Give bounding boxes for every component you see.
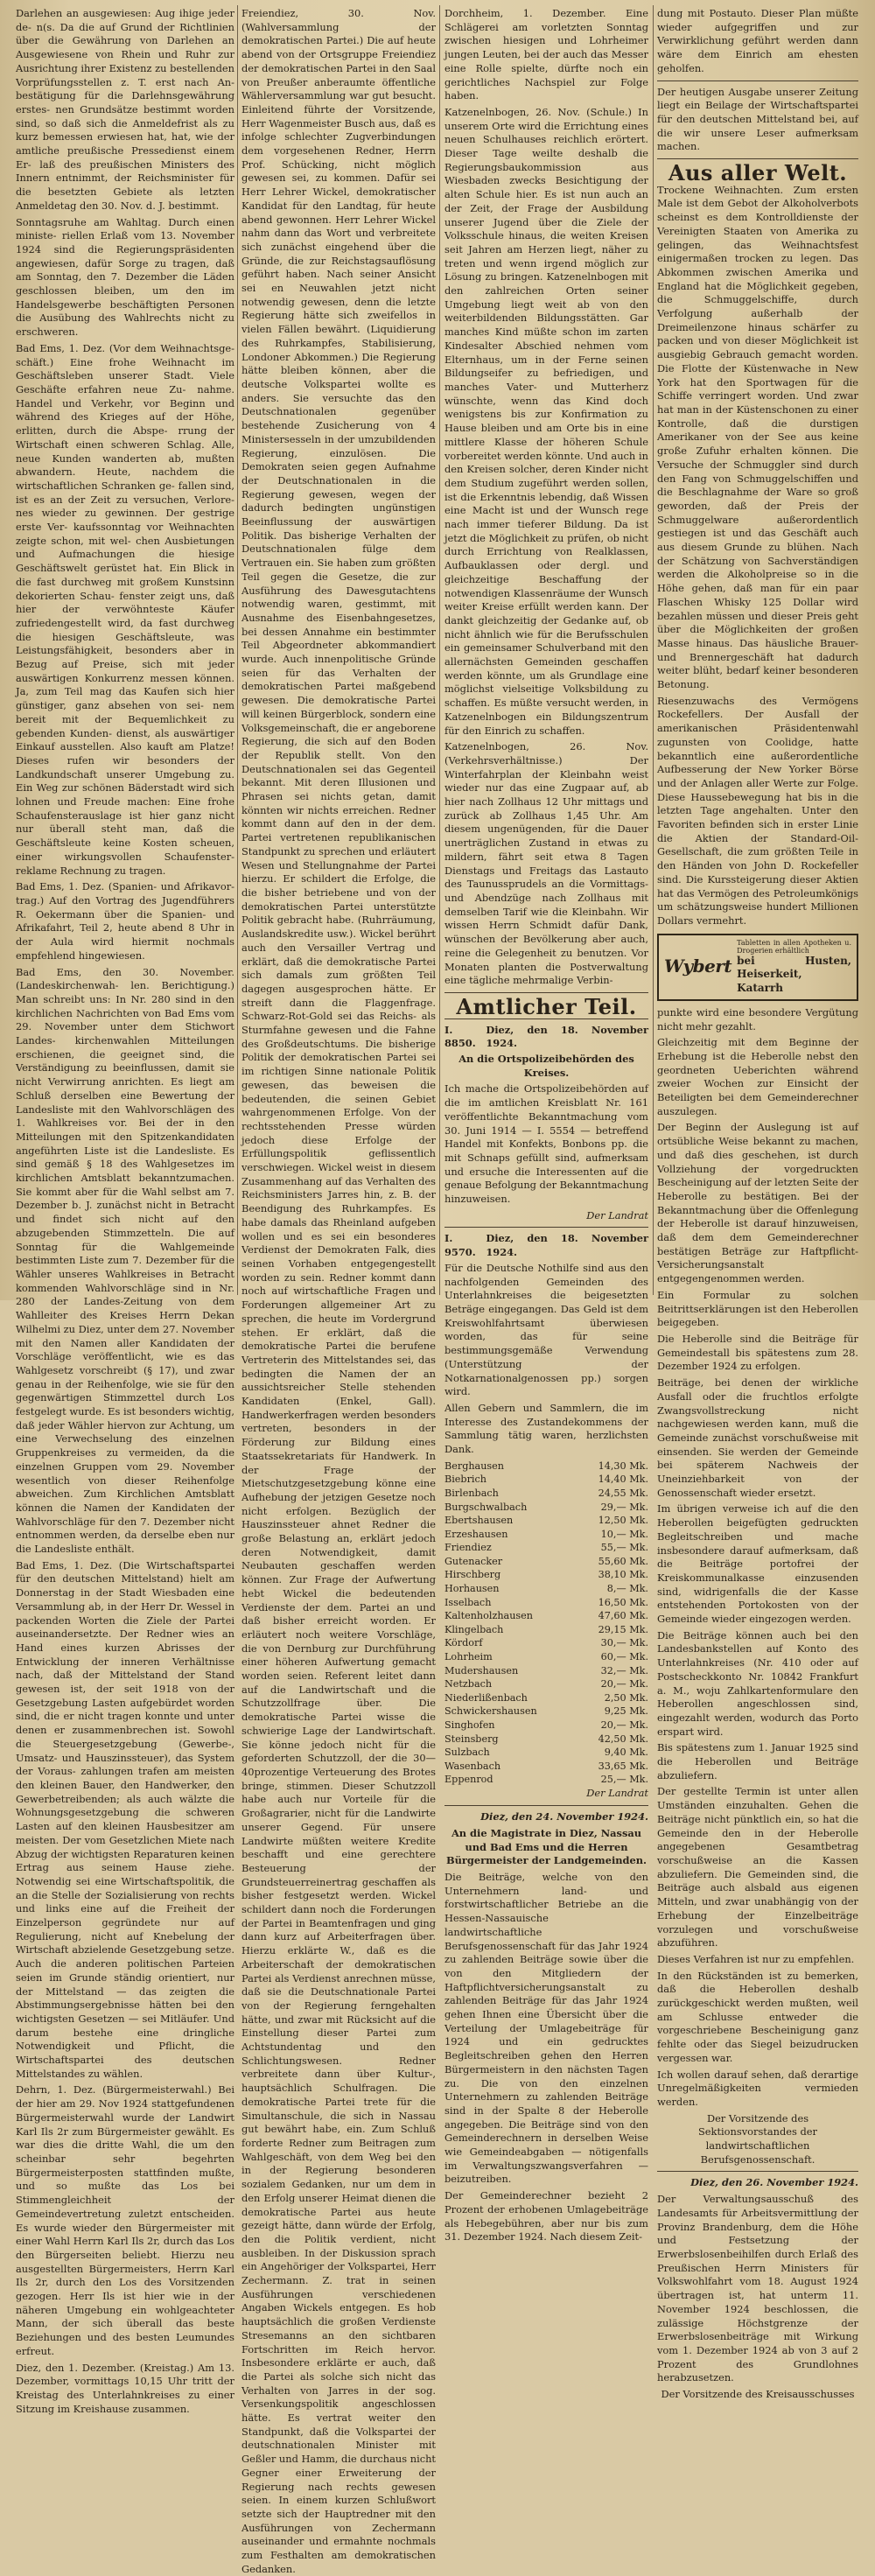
donation-row — [444, 1691, 648, 1705]
article-paragraph: Dorchheim, 1. Dezember. Eine Schlägerei am vorletzten Sonntag zwischen hiesigen und Lohrheimer jungen Leuten, bei der auch das Messer eine Rolle spielte, dürfte noch ein gerichtliches Nachspiel zur Folge haben. — [444, 7, 648, 102]
article-paragraph: Diez, den 1. Dezember. (Kreistag.) Am 13. Dezember, vormittags 10,15 Uhr tritt der Kreistag des Unterlahnkreises zu einer Sitzung im Kreishause zusammen. — [16, 2361, 234, 2415]
donation-place: Steinsberg — [444, 1732, 499, 1745]
donation-amount: 24,55 Mk. — [598, 1487, 648, 1499]
column-rule — [439, 5, 440, 1295]
donation-row — [444, 1568, 648, 1582]
donation-row — [444, 1596, 648, 1610]
article-paragraph: Riesenzuwachs des Vermögens Rockefellers. Der Ausfall der amerikanischen Präsidentenwahl zugunsten von Coolidge, hatte bekanntlich eine außerordentliche Aufbesserung der New Yorker Börse und der Anlagen aller Werte zur Folge. Diese Haussebewegung hat bis in die letzten Tage angehalten. Unter den Favoriten befinden sich in erster Linie die Aktien der Standard-Oil-Gesellschaft, die zum größten Teile in den Händen von John D. Rockefeller sind. Die Kurssteigerung dieser Aktien hat das Vermögen des Petroleumkönigs um schätzungsweise hundert Millionen Dollars vermehrt. — [657, 694, 858, 927]
notice-dateline: Diez, den 18. November 1924. — [486, 1023, 648, 1050]
donation-amount: 55,60 Mk. — [598, 1555, 648, 1567]
notice-signature: Der Vorsitzende des Sektionsvorstandes der landwirtschaftlichen Berufsgenossenschaft. — [698, 2111, 817, 2166]
notice-body: Ich mache die Ortspolizeibehörden auf die im amtlichen Kreisblatt Nr. 161 veröffentlichte Bekanntmachung vom 30. Juni 1914 — I. 5554 — betreffend Handel mit Konfekts, Bonbons pp. die mit Schnaps gefüllt sind, aufmerksam und ersuche die Interessenten auf die genaue Befolgung der Bekanntmachung hinzuweisen. — [444, 1082, 648, 1206]
donation-amount: 29,— Mk. — [600, 1501, 648, 1513]
article-paragraph: Bad Ems, 1. Dez. (Vor dem Weihnachtsge- schäft.) Eine frohe Weihnacht im Geschäftsleben unserer Stadt. Viele Geschäfte erfahren neue Zu- nahme. Handel und Verkehr, vor Beginn und während des Krieges auf der Höhe, erlitten, durch die Abspe- rrung der Wirtschaft einen schweren Schlag. Alle, neue Kunden wanderten ab, mußten abwandern. Heute, nachdem die wirtschaftlichen Schranken ge- fallen sind, ist es an der Zeit zu versuchen, Verlore- nes wieder zu gewinnen. Der gestrige erste Ver- kaufssonntag vor Weihnachten zeigte schon, mit wel- chen Ausbietungen und Aufmachungen die hiesige Geschäftswelt gerüstet hat. Ein Blick in die fast durchweg mit großem Kunstsinn dekorierten Schau- fenster zeigt uns, daß hier der verwöhnteste Käufer zufriedengestellt wird, da fast durchweg die hiesigen Geschäftsleute, was Leistungsfähigkeit, besonders aber in Bezug auf Preise, sich mit jeder auswärtigen Konkurrenz messen können. Ja, zum Teil mag das Kaufen sich hier günstiger, ganz absehen von sei- nem bereit mit der Bequemlichkeit zu gebenden Kunden- dienst, als auswärtiger Einkauf ausstellen. Also kauft am Platze! Dieses rufen wir besonders der Landkundschaft unserer Umgebung zu. Ein Weg zur schönen Bäderstadt wird sich lohnen und Freude machen: Eine frohe Schaufensterauslage ist hier ganz nicht nur überall steht man, daß die Geschäftsleute keine Kosten scheuen, einer wirkungsvollen Schaufenster- reklame Rechnung zu tragen. — [16, 341, 234, 877]
donation-amount: 42,50 Mk. — [598, 1732, 648, 1745]
donation-place: Biebrich — [444, 1474, 486, 1486]
article-paragraph: Freiendiez, 30. Nov. (Wahlversammlung der demokratischen Partei.) Die auf heute abend von der Ortsgruppe Freiendiez der demokratischen Partei in den Saal von Preußer anberaumte öffentliche Wählerversammlung war gut besucht. Einleitend führte der Vorsitzende, Herr Wagenmeister Busch aus, daß es infolge schlechter Zugverbindungen dem vorgesehenen Redner, Herrn Prof. Schücking, nicht möglich gewesen sei, zu kommen. Dafür sei Herr Lehrer Wickel, demokratischer Kandidat für den Landtag, für heute abend gewonnen. Herr Lehrer Wickel nahm dann das Wort und verbreitete sich zunächst eingehend über die Gründe, die zur Reichstagsauflösung geführt haben. Nach seiner Ansicht sei en Neuwahlen jetzt nicht notwendig gewesen, denn die letzte Regierung hätte sich zweifellos in vielen Fällen bewährt. (Liquidierung des Ruhrkampfes, Stabilisierung, Londoner Abkommen.) Die Regierung hätte bleiben können, aber die deutsche Volkspartei wollte es anders. Sie versuchte das den Deutschnationalen gegenüber bestehende Zusicherung von 4 Ministersesseln in der umzubildenden Regierung, einzulösen. Die Demokraten seien gegen Aufnahme der Deutschnationalen in die Regierung gewesen, wegen der dadurch bedingten ungünstigen Beeinflussung der auswärtigen Politik. Das bisherige Verhalten der Deutschnationalen fülge dem Vertrauen ein. Sie haben zum größten Teil gegen die Gesetze, die zur Ausführung des Dawesgutachtens notwendig waren, gestimmt, mit Ausnahme des Eisenbahngesetzes, bei dessen Annahme ein bestimmter Teil Abgeordneter abkommandiert wurde. Auch innenpolitische Gründe seien für das Verhalten der demokratischen Partei maßgebend gewesen. Die demokratische Partei will keinen Bürgerblock, sondern eine Volksgemeinschaft, die er angeborene Regierung, die sich auf den Boden der Republik stellt. Von den Deutschnationalen sei das Gegenteil bekannt. Mit deren Illusionen und Phrasen sei nichts getan, damit könnten wir nichts erreichen. Redner kommt dann auf den in der dem. Partei vertretenen republikanischen Standpunkt zu sprechen und erläutert Wesen und Stellungnahme der Partei hierzu. Er schildert die Erfolge, die die bisher betriebene und von der demokratischen Partei unterstützte Politik gebracht habe. (Ruhrräumung, Auslandskredite usw.). Wickel berührt auch den Versailler Vertrag und erklärt, daß die demokratische Partei sich damals zum größten Teil dagegen ausgesprochen hätte. Er streift dann die Flaggenfrage. Schwarz-Rot-Gold sei das Reichs- als Sturmfahne gewesen und die Fahne des Großdeutschtums. Die bisherige Politik der demokratischen Partei sei im richtigen Sinne nationale Politik gewesen, das beweisen die bedeutenden, die seinen Gebiet wahrgenommenen Erfolge. Von der rechtsstehenden Presse würden jedoch diese Erfolge der Erfüllungspolitik geflissentlich verschwiegen. Wickel weist in diesem Zusammenhang auf das Verhalten des Reichsministers Jarres hin, z. B. der Beendigung des Ruhrkampfes. Es habe damals das Rheinland aufgeben wollen und es sei ein besonderes Verdienst der Demokraten Falk, dies seinen Vorhaben entgegengestellt worden zu sein. Redner kommt dann noch auf wirtschaftliche Fragen und Forderungen allgemeiner Art zu sprechen, die heute im Vordergrund stehen. Er erklärt, daß die demokratische Partei die berufene Vertreterin des Mittelstandes sei, das bedingten die Namen der an aussichtsreicher Stelle stehenden Kandidaten (Enkel, Gall). Handwerkerfragen werden besonders vertreten, besonders in der Förderung zur Bildung eines Staatssekretariats für Handwerk. In der Frage der Mietschutzgesetzgebung könne eine Aufhebung der jetzigen Gesetze noch nicht erfolgen. Bezüglich der Hauszinssteuer ahnet Redner die große Belastung an, erklärt jedoch deren Notwendigkeit, damit Neubauten geschaffen werden können. Zur Frage der Aufwertung hebt Wickel die bedeutenden Verdienste der dem. Partei an und daß bisher erreicht worden. Er erläutert noch weitere Vorschläge, die von Dernburg zur Durchführung einer höheren Aufwertung gemacht worden seien. Referent leitet dann auf die Landwirtschaft und die Schutzzollfrage über. Die demokratische Partei wisse die schwierige Lage der Landwirtschaft. Sie könne jedoch nicht für die geforderten Schutzzoll, der die 30—40prozentige Verteuerung des Brotes bringe, stimmen. Dieser Schutzzoll habe auch nur Vorteile für die Großagrarier, nicht für die Landwirte unserer Gegend. Für unsere Landwirte müßten weitere Kredite beschafft und eine gerechtere Besteuerung der Grundsteuerreinertrag geschaffen als bisher festgesetzt werden. Wickel schildert dann noch die Forderungen der Partei in Beamtenfragen und ging dann kurz auf Arbeiterfragen über. Hierzu erklärte W., daß es die Arbeiterschaft der demokratischen Partei als Verdienst anrechnen müsse, daß sie die Deutschnationale Partei von der Regierung ferngehalten hätte, und zwar mit Rücksicht auf die Einstellung dieser Partei zum Achtstundentag und den Schlichtungswesen. Redner verbreitete dann über Kultur-, hauptsächlich Schulfragen. Die demokratische Partei trete für die Simultanschule, die sich in Nassau gut bewährt habe, ein. Zum Schluß forderte Redner zum Beitragen zum Wahlgeschäft, von dem Weg bei den in der Regierung besonderen sozialem Gedanken, nur um dem in den Erfolg unserer Heimat dienen die demokratische Partei aus heute gezeigt hätte, dann würde der Erfolg, den die Politik verdient, nicht ausbleiben. In der Diskussion sprach ein Angehöriger der Volkspartei, Herr Zechermann. Z. trat in seinen Ausführungen verschiedenen Angaben Wickels entgegen. Es hob hauptsächlich die großen Verdienste Stresemanns an den sichtbaren Fortschritten im Reich hervor. Insbesondere erklärte er auch, daß die Partei als solche sich nicht das Verhalten von Jarres in der sog. Versenkungspolitik angeschlossen hätte. Es vertrat weiter den Standpunkt, daß die Volkspartei der deutschnationalen Minister mit Geßler und Hamm, die durchaus nicht Gegner einer Erweiterung der Regierung nach rechts gewesen seien. In einem kurzen Schlußwort setzte sich der Hauptredner mit den Ausführungen von Zechermann auseinander und ermahnte nochmals zum Festhalten am demokratischen Gedanken. — [242, 7, 437, 2575]
donation-row — [444, 1460, 648, 1474]
donation-row — [444, 1501, 648, 1515]
article-paragraph: Ich wollen darauf sehen, daß derartige Unregelmäßigkeiten vermieden werden. — [657, 2068, 858, 2108]
article-paragraph: Beiträge, bei denen der wirkliche Ausfall oder die fruchtlos erfolgte Zwangsvollstreckung nicht nachgewiesen werden kann, muß die Gemeinde zunächst vorschußweise mit einsenden. Sie werden der Gemeinde bei späterem Nachweis der Uneinziehbarkeit von der Genossenschaft wieder ersetzt. — [657, 1376, 858, 1499]
notice-dateline: Diez, den 18. November 1924. — [486, 1232, 648, 1259]
column-world-and-official — [657, 7, 858, 2401]
donation-row — [444, 1487, 648, 1501]
article-paragraph: Dieses Verfahren ist nur zu empfehlen. — [657, 1952, 855, 1965]
article-paragraph: Darlehen an ausgewiesen: Aug ihige jeder de- n(s. Da die auf Grund der Richtlinien über die Gewährung von Darlehen an Ausgewiesene von Rhein und Ruhr zur Ausrichtung ihrer Existenz zu bestellenden Vorprüfungsstellen z. T. erst nach An- bestätigung für die Darlehnsgewährung erstes- nen Grundsätze bestimmt worden sind, so daß sich die Anmeldefrist als zu kurz bemessen erwiesen hat, hat, wie der amtliche preußische Pressedienst einem Er- laß des preußischen Ministers des Innern entnimmt, der Reichsminister für die besetzten Gebiete als letzten Anmeldetag den 30. Nov. d. J. bestimmt. — [16, 7, 234, 212]
donation-place: Burgschwalbach — [444, 1501, 528, 1513]
article-paragraph: Im übrigen verweise ich auf die den Heberollen beigefügten gedruckten Begleitschreiben und mache insbesondere darauf aufmerksam, daß die Beiträge portofrei der Kreiskommunalkasse einzusenden sind, widrigenfalls die der Kasse entstehenden Portokosten von der Gemeinde wieder eingezogen werden. — [657, 1502, 858, 1626]
article-paragraph: Der Beginn der Auslegung ist auf ortsübliche Weise bekannt zu machen, und daß dies geschehen, ist durch Vollziehung der vorgedruckten Bescheinigung auf der letzten Seite der Heberolle zu bestätigen. Bei der Bekanntmachung über die Offenlegung der Heberolle ist darauf hinzuweisen, daß dem dem Gemeinderechner bestätigen Beträge zur Haftpflicht-Versicherungsanstalt entgegengenommen werden. — [657, 1121, 858, 1285]
donation-amount: 8,— Mk. — [606, 1583, 648, 1595]
donation-row — [444, 1473, 648, 1487]
donation-row — [444, 1514, 648, 1528]
notice-body: Die Beiträge, welche von den Unternehmern land- und forstwirtschaftlicher Betriebe an die Hessen-Nassauische landwirtschaftliche Berufsgenossenschaft für das Jahr 1924 zu zahlenden Beiträge sowie über die von den Mitgliedern der Haftpflichtversicherungsanstalt zu zahlenden Beiträge für das Jahr 1924 gehen Ihnen eine Übersicht über die Verteilung der Umlagebeiträge für 1924 und ein gedrucktes Begleitschreiben gehen den Herren Bürgermeistern in den nächsten Tagen zu. Die von den einzelnen Unternehmern zu zahlenden Beiträge sind in der Spalte 8 der Heberolle angegeben. Die Beiträge sind von den Gemeinderechnern in derselben Weise wie Gemeindeabgaben — nötigenfalls im Verwaltungszwangsverfahren — beizutreiben. — [444, 1870, 648, 2186]
donation-place: Schwickershausen — [444, 1705, 537, 1718]
donation-row — [444, 1636, 648, 1650]
column-rule — [653, 5, 654, 1295]
donation-place: Isselbach — [444, 1596, 492, 1608]
section-title-world: Aus aller Welt. — [668, 160, 848, 186]
section-divider — [657, 158, 858, 159]
article-paragraph: Katzenelnbogen, 26. Nov. (Verkehrsverhältnisse.) Der Winterfahrplan der Kleinbahn weist wieder nur das eine Zugpaar auf, ab hier nach Zollhaus 12 Uhr mittags und zurück ab Zollhaus 1,45 Uhr. Am diesem ungenügenden, für die Dauer unerträglichen Zustand in etwas zu mildern, fährt seit etwa 8 Tagen Dienstags und Freitags das Lastauto des Taunussprudels an die Vormittags- und Abendzüge nach Zollhaus mit demselben Tarif wie die Kleinbahn. Wir wissen Herrn Schmidt dafür Dank, wünschen der Bevölkerung aber auch, reine die Gelegenheit zu benutzen. Vor Monaten planten die Postverwaltung eine tägliche mehrmalige Verbin- — [444, 740, 648, 987]
article-paragraph: Bad Ems, 1. Dez. (Spanien- und Afrikavor- trag.) Auf den Vortrag des Jugendführers R. Oekermann über die Spanien- und Afrikafahrt, Teil 2, heute abend 8 Uhr in der Aula wird hiermit nochmals empfehlend hingewiesen. — [16, 880, 234, 962]
donation-place: Klingelbach — [444, 1623, 504, 1635]
donation-place: Eppenrod — [444, 1774, 494, 1786]
donations-table — [444, 1460, 648, 1788]
section-divider — [444, 1227, 648, 1228]
donation-row — [444, 1555, 648, 1569]
article-paragraph: Bad Ems, 1. Dez. (Die Wirtschaftspartei für den deutschen Mittelstand) hielt am Donnerstag in der Stadt Wiesbaden eine Versammlung ab, in der Herr Dr. Wessel in packenden Worten die Ziele der Partei auseinandersetzte. Der Redner wies an Hand eines kurzen Abrisses der Entwicklung der inneren Verhältnisse nach, daß der Mittelstand der Stand gewesen ist, der seit 1918 von der Gesetzgebung Lasten aufgebürdet worden sind, die er nicht tragen konnte und unter denen er zusammenbrechen ist. Sowohl die Steuergesetzgebung (Gewerbe-, Umsatz- und Hauszinssteuer), das System der Voraus- zahlungen trafen am meisten den kleinen Bauer, den Handwerker, den Gewerbetreibenden; als auch wälzte die Wohnungsgesetzgebung die schweren Lasten auf den kleinen Hausbesitzer am meisten. Der vom Gesetzlichen Miete nach Abzug der wichtigsten Reparaturen keinen Ertrag aus seinem Hause ziehe. Notwendig sei eine Wirtschaftspolitik, die an die Stelle der Sozialisierung von rechts und links eine auf die Freiheit der Einzelperson gegründete nur auf Regulierung, nicht auf Knebelung der Wirtschaft abzielende Gesetzgebung setze. Auch die anderen politischen Parteien seien im Grunde ständig orientiert, nur der Mittelstand — das zeigten die Abstimmungsergebnisse hätten bei den wichtigsten Gesetzen — sei Mitläufer. Und darum bestehe eine dringliche Notwendigkeit und Pflicht, die Wirtschaftspartei des deutschen Mittelstandes zu wählen. — [16, 1558, 234, 2080]
ad-tagline: bei Husten, Heiserkeit, Katarrh — [737, 954, 851, 995]
article-paragraph: punkte wird eine besondere Vergütung nicht mehr gezahlt. — [657, 1005, 858, 1032]
article-paragraph: Katzenelnbogen, 26. Nov. (Schule.) In unserem Orte wird die Errichtung eines neuen Schulhauses reichlich erörtert. Dieser Tage weilte deshalb die Regierungsbaukommission aus Wiesbaden zwecks Besichtigung der alten Schule hier. Es ist nun auch an der Zeit, der Frage der Ausbildung unserer Jugend über die Ziele der Volksschule hinaus, die weiten Kreisen seit Jahren am Herzen liegt, näher zu treten und wenn irgend möglich zur Lösung zu bringen. Katzenelnbogen mit den zahlreichen Orten seiner Umgebung liegt weit ab von den weiterbildenden Bildungsstätten. Gar manches Kind müßte schon im zarten Kindesalter Abschied nehmen vom Elternhaus, um in der Ferne seinen Bildungseifer zu befriedigen, und manches Vater- und Mutterherz wünschte, wenn das Kind doch wenigstens bis zur Konfirmation zu Hause bleiben und am Orte bis in eine mittlere Klasse der höheren Schule vorbereitet werden könnte. Und auch in den Kreisen solcher, deren Kinder nicht dem Studium zugeführt werden sollen, ist die Erkenntnis lebendig, daß Wissen eine Macht ist und der Wunsch rege nach immer tieferer Bildung. Da ist jetzt die Möglichkeit zu prüfen, ob nicht durch Errichtung von Realklassen, Aufbauklassen oder dergl. und gleichzeitige Beschaffung der notwendigen Klassenräume der Wunsch weiter Kreise erfüllt werden kann. Der dankt gleichzeitig der Gedanke auf, ob nicht ähnlich wie für die Berufsschulen ein gemeinsamer Schulverband mit den allernächsten Gemeinden geschaffen werden könnte, um als Grundlage eine möglichst vielseitige Volksbildung zu schaffen. Es müßte versucht werden, in Katzenelnbogen ein Bildungszentrum für den Einrich zu schaffen. — [444, 105, 648, 737]
advertisement-wybert — [657, 934, 858, 1001]
donation-place: Horhausen — [444, 1583, 500, 1595]
donation-amount: 10,— Mk. — [600, 1528, 648, 1540]
notice-dateline: Diez, den 24. November 1924. — [480, 1810, 648, 1824]
donation-place: Hirschberg — [444, 1569, 501, 1581]
donation-row — [444, 1664, 648, 1678]
donation-amount: 25,— Mk. — [600, 1774, 648, 1786]
notice-signature: Der Landrat — [586, 1787, 648, 1800]
section-title-official: Amtlicher Teil. — [456, 993, 637, 1019]
donation-amount: 47,60 Mk. — [598, 1610, 648, 1622]
donation-amount: 14,40 Mk. — [598, 1474, 648, 1486]
donation-row — [444, 1609, 648, 1623]
donation-place: Birlenbach — [444, 1487, 499, 1499]
donation-place: Friendiez — [444, 1542, 492, 1554]
donation-place: Gutenacker — [444, 1555, 503, 1567]
article-paragraph: Trockene Weihnachten. Zum ersten Male ist dem Gebot der Alkoholverbots scheinst es dem Kontrolldienste der Vereinigten Staaten von Amerika zu gelingen, das Weihnachtsfest einigermaßen trocken zu legen. Das Abkommen zwischen Amerika und England hat die Möglichkeit gegeben, die Schmuggelschiffe, durch Verfolgung außerhalb der Dreimeilenzone hinaus schärfer zu packen und von dieser Möglichkeit ist ausgiebig Gebrauch gemacht worden. Die Flotte der Küstenwache in New York hat den Sportwagen für die Schiffe verringert worden. Und zwar hat man in der Küstenschonen zu einer Kontrolle, daß die durstigen Amerikaner von der See aus keine große Zufuhr erhalten können. Die Versuche der Schmuggler sind durch den Fang von Schmuggelschiffen und die Beschlagnahme der Ware so groß geworden, daß der Preis der Schmuggelware außerordentlich gestiegen ist und das Geschäft auch aus diesem Grunde zu blühen. Nach der Schätzung von Sachverständigen werden die Alkoholpreise so in die Höhe gehen, daß man für ein paar Flaschen Whisky 125 Dollar wird bezahlen müssen und dieser Preis geht über die Möglichkeiten der großen Masse hinaus. Das häusliche Brauer- und Brennergeschäft hat dadurch weiter blüht, bedarf keiner besonderen Betonung. — [657, 183, 858, 691]
donation-row — [444, 1582, 648, 1596]
donation-row — [444, 1677, 648, 1691]
donation-amount: 32,— Mk. — [600, 1664, 648, 1676]
ad-small-text: Tabletten in allen Apotheken u. Drogerien erhältlich — [737, 938, 851, 955]
article-paragraph: Der gestellte Termin ist unter allen Umständen einzuhalten. Gehen die Beiträge nicht pünktlich ein, so hat die Gemeinde den in der Heberolle angegebenen Gesamtbetrag vorschußweise an die Kassen abzuliefern. Die Gemeinden sind, die Beiträge auch alsbald aus eigenen Mitteln, und zwar unabhängig von der Erhebung der Einzelbeiträge vorzulegen und vorschußweise abzuführen. — [657, 1785, 858, 1950]
ad-brand: Wybert — [664, 956, 732, 977]
article-paragraph: Ein Formular zu solchen Beitrittserklärungen ist den Heberollen beigegeben. — [657, 1288, 858, 1329]
donation-amount: 55,— Mk. — [600, 1542, 648, 1554]
article-paragraph: Bad Ems, den 30. November. (Landeskirchenwah- len. Berichtigung.) Man schreibt uns: In Nr. 280 sind in den kirchlichen Nachrichten von Bad Ems vom 29. November unter dem Stichwort Landes- kirchenwahlen Mitteilungen erschienen, die geeignet sind, die Verständigung zu beeinflussen, damit sie nicht Verwirrung anrichten. Es liegt am Schluß derselben eine Bewertung der Landesliste mit den Wahlvorschlägen des 1. Wahlkreises vor. Bei der in den Mitteilungen mit den Spitzenkandidaten angeführten Liste ist die Landesliste. Es sind gemäß § 18 des Wahlgesetzes im kirchlichen Amtsblatt bekanntzumachen. Sie kommt aber für die Wahl selbst am 7. Dezember b. J. zunächst nicht in Betracht und findet sich nicht auf den abzugebenden Stimmzetteln. Die auf Sonntag für die Wahlgemeinde bestimmten Liste zum 7. Dezember für die Wähler unseres Wahlkreises in Betracht kommenden Wahlvorschläge sind in Nr. 280 der Landes-Zeitung von dem Wahlleiter des Kreises Herrn Dekan Wilhelmi zu Diez, unter dem 27. November mit den Namen aller Kandidaten der Vorschläge veröffentlicht, wie es das Wahlgesetz vorschreibt (§ 17), und zwar genau in der Reihenfolge, wie sie für den gegenwärtigen Stimmzettel durch Los festgelegt wurde. Es ist besonders wichtig, daß jeder Wähler hiervon zur Achtung, um eine Verwechselung des einzelnen Gruppenkreises zu vermeiden, da die einzelnen Gruppen vom 29. November wesentlich von dieser Reihenfolge abweichen. Zum Kirchlichen Amtsblatt können die Namen der Kandidaten der Wahlvorschläge für den 7. Dezember nicht entnommen werden, da derselbe eben nur die Landesliste enthält. — [16, 965, 234, 1556]
supplement-note: Der heutigen Ausgabe unserer Zeitung liegt ein Beilage der Wirtschaftspartei für den deutschen Mittelstand bei, auf die wir unsere Leser aufmerksam machen. — [657, 85, 858, 153]
donation-place: Berghausen — [444, 1460, 504, 1472]
donation-amount: 33,65 Mk. — [598, 1760, 648, 1772]
donation-place: Kördorf — [444, 1637, 483, 1649]
section-divider — [657, 2171, 858, 2172]
donation-amount: 29,15 Mk. — [598, 1623, 648, 1635]
donation-amount: 38,10 Mk. — [598, 1569, 648, 1581]
donation-place: Mudershausen — [444, 1664, 519, 1676]
donation-place: Erzeshausen — [444, 1528, 508, 1540]
donation-amount: 16,50 Mk. — [598, 1596, 648, 1608]
notice-thanks: Allen Gebern und Sammlern, die im Interesse des Zustandekommens der Sammlung tätig waren, herzlichsten Dank. — [444, 1401, 648, 1456]
donation-row — [444, 1746, 648, 1760]
notice-number: I. 8850. — [444, 1023, 476, 1050]
donation-amount: 30,— Mk. — [600, 1637, 648, 1649]
article-paragraph: Die Beiträge können auch bei den Landesbankstellen auf Konto des Unterlahnkreises (Nr. 410 oder auf Postscheckkonto Nr. 10842 Frankfurt a. M., woju Zahlkartenformulare den Heberollen angeschlossen sind, eingezahlt werden, wodurch das Porto erspart wird. — [657, 1628, 858, 1738]
column-rule — [237, 5, 238, 1295]
article-paragraph: dung mit Postauto. Dieser Plan müßte wieder aufgegriffen und zur Verwirklichung geführt werden dann wäre dem Einrich am ehesten geholfen. — [657, 7, 858, 74]
donation-row — [444, 1541, 648, 1555]
donation-place: Netzbach — [444, 1678, 493, 1690]
notice-body: Für die Deutsche Nothilfe sind aus den nachfolgenden Gemeinden des Unterlahnkreises die beigesetzten Beträge eingegangen. Das Geld ist dem Kreiswohlfahrtsamt überwiesen worden, das für seine bestimmungsgemäße Verwendung (Unterstützung der Notkarnationalgenossen pp.) sorgen wird. — [444, 1261, 648, 1398]
notice-addressee: An die Ortspolizeibehörden des Kreises. — [458, 1053, 634, 1079]
donation-row — [444, 1623, 648, 1637]
donation-amount: 20,— Mk. — [600, 1719, 648, 1731]
notice-signature: Der Landrat — [586, 1208, 648, 1222]
donation-row — [444, 1528, 648, 1542]
notice-body: Der Verwaltungsausschuß des Landesamts für Arbeitsvermittlung der Provinz Brandenburg, dem die Höhe und Festsetzung der Erwerbslosenbeihilfen durch Erlaß des Preußischen Herrn Ministers für Volkswohlfahrt vom 18. August 1924 übertragen ist, hat unterm 11. November 1924 beschlossen, die zulässige Höchstgrenze der Erwerbslosenbeiträge mit Wirkung vom 1. Dezember 1924 ab von 3 auf 2 Prozent des Grundlohnes herabzusetzen. — [657, 2193, 858, 2384]
donation-amount: 9,40 Mk. — [604, 1746, 648, 1759]
donation-amount: 20,— Mk. — [600, 1678, 648, 1690]
column-local-and-official — [444, 7, 648, 2244]
donation-row — [444, 1704, 648, 1718]
donation-amount: 12,50 Mk. — [598, 1515, 648, 1527]
section-divider — [444, 1805, 648, 1806]
article-paragraph: Die Heberolle sind die Beiträge für Gemeindestall bis spätestens zum 28. Dezember 1924 zu erfolgen. — [657, 1332, 858, 1373]
column-election-meeting — [242, 7, 437, 2575]
donation-place: Niederlißenbach — [444, 1691, 528, 1704]
donation-place: Wasenbach — [444, 1760, 501, 1772]
notice-addressee: An die Magistrate in Diez, Nassau und Bad Ems und die Herren Bürgermeister der Landgemeinden. — [445, 1826, 648, 1867]
donation-amount: 2,50 Mk. — [604, 1691, 648, 1704]
donation-place: Sulzbach — [444, 1746, 490, 1759]
donation-place: Ebertshausen — [444, 1515, 514, 1527]
notice-signature: Der Vorsitzende des Kreisausschusses — [661, 2388, 855, 2401]
article-paragraph: Dehrn, 1. Dez. (Bürgermeisterwahl.) Bei der hier am 29. Nov 1924 stattgefundenen Bürgermeisterwahl wurde der Landwirt Karl Ils 2r zum Bürgermeister gewählt. Es war dies die dritte Wahl, die um den scheinbar sehr begehrten Bürgermeisterposten stattfinden mußte, und so mußte das Los bei Stimmengleichheit der Gemeindevertretung zuletzt entscheiden. Es wurde wieder den Bürgermeister mit einer Wahl Herrn Karl Ils 2r, durch das Los den Bürgerseiten beliebt. Hierzu neu ausgestellten Bürgermeisters, Herrn Karl Ils 2r, durch den Los des Vorsitzenden gezogen. Herr Ils ist hier wie in der näheren Umgebung ein wohlgeachteter Mann, der sich überall das beste Beziehungen und des besten Leumundes erfreut. — [16, 2083, 234, 2357]
donation-amount: 9,25 Mk. — [604, 1705, 648, 1718]
donation-row — [444, 1718, 648, 1732]
donation-place: Singhofen — [444, 1719, 495, 1731]
donation-row — [444, 1760, 648, 1774]
donation-place: Kaltenholzhausen — [444, 1610, 533, 1622]
column-local-news-1 — [16, 7, 234, 2415]
notice-header — [444, 1232, 648, 1259]
article-paragraph: Bis spätestens zum 1. Januar 1925 sind die Heberollen und Beiträge abzuliefern. — [657, 1741, 858, 1782]
section-divider — [657, 80, 858, 81]
donation-row — [444, 1773, 648, 1787]
donation-amount: 14,30 Mk. — [598, 1460, 648, 1472]
notice-number: I. 9570. — [444, 1232, 476, 1259]
article-paragraph: In den Rückständen ist zu bemerken, daß die Heberollen deshalb zurückgeschickt werden mußten, weil am Schlusse entweder die vorgeschriebene Bescheinigung ganz fehlte oder das Siegel beizudrucken vergessen war. — [657, 1969, 858, 2064]
donation-amount: 60,— Mk. — [600, 1651, 648, 1663]
notice-dateline: Diez, den 26. November 1924. — [690, 2176, 858, 2189]
donation-row — [444, 1732, 648, 1746]
notice-header — [444, 1024, 648, 1051]
article-paragraph: Gleichzeitig mit dem Beginne der Erhebung ist die Heberolle nebst den geordneten Ueberichten während zweier Wochen zur Einsicht der Beteiligten bei dem Gemeinderechner auszulegen. — [657, 1036, 858, 1117]
donation-place: Lohrheim — [444, 1651, 493, 1663]
notice-body: Der Gemeinderechner bezieht 2 Prozent der erhobenen Umlagebeiträge als Hebegebühren, aber nur bis zum 31. Dezember 1924. Nach diesem Zeit- — [444, 2189, 648, 2244]
article-paragraph: Sonntagsruhe am Wahltag. Durch einen ministe- riellen Erlaß vom 13. November 1924 sind die Regierungspräsidenten angewiesen, dafür Sorge zu tragen, daß am Sonntag, den 7. Dezember die Läden geschlossen bleiben, um den im Handelsgewerbe beschäftigten Personen die Ausübung des Wahlrechts nicht zu erschweren. — [16, 215, 234, 339]
section-divider — [444, 992, 648, 993]
donation-row — [444, 1650, 648, 1664]
